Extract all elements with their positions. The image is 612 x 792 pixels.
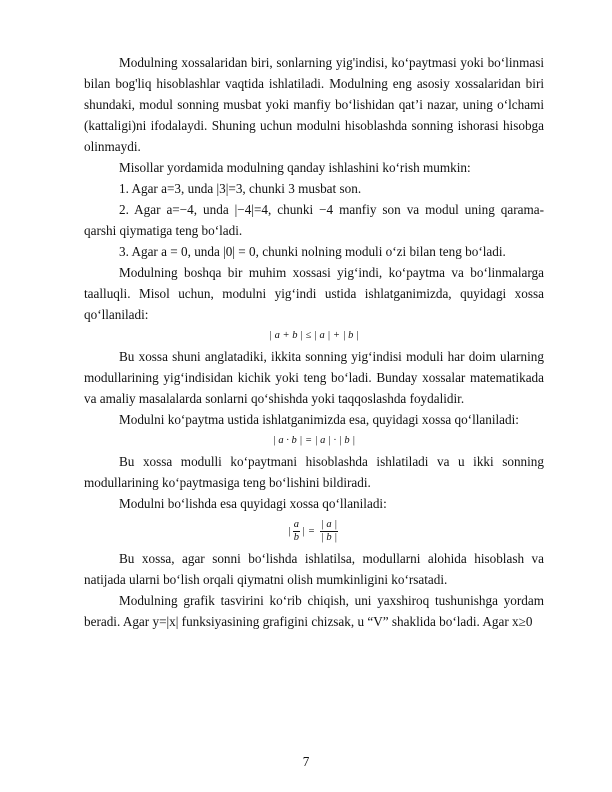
quotient-rhs-numerator: | a | [320,518,338,530]
quotient-rhs-denominator: | b | [320,531,338,543]
paragraph-sum-property-intro: Modulning boshqa bir muhim xossasi yig‘indi, ko‘paytma va bo‘linmalarga taalluqli. Misol uchun, modulni yig‘indi ustida ishlatganimizda, quyidagi xossa qo‘llaniladi: [84,265,544,322]
paragraph-graph-intro: Modulning grafik tasvirini ko‘rib chiqish, uni yaxshiroq tushunishga yordam beradi. Agar y=|x| funksiyasining grafigini chizsak, u “V” shaklida bo‘ladi. Agar x≥0 [84,593,544,629]
formula-triangle-inequality: | a + b | ≤ | a | + | b | [269,330,359,341]
page-number: 7 [302,754,310,769]
document-page [84,52,544,632]
formula-product: | a · b | = | a | · | b | [272,435,356,446]
example-1: 1. Agar a=3, unda |3|=3, chunki 3 musbat son. [119,181,362,196]
paragraph-quotient-intro: Modulni bo‘lishda esa quyidagi xossa qo‘llaniladi: [119,496,387,511]
paragraph-product-explanation: Bu xossa modulli ko‘paytmani hisoblashda ishlatiladi va u ikki sonning modullarining ko‘paytmasiga teng bo‘lishini bildiradi. [84,454,544,490]
quotient-equals: = [307,525,315,537]
paragraph-triangle-explanation: Bu xossa shuni anglatadiki, ikkita sonning yig‘indisi moduli har doim ularning modullarining yig‘indisidan kichik yoki teng bo‘ladi. Bunday xossalar matematikada va amaliy masalalarda sonlarni qo‘shishda yoki taqqoslashda foydalidir. [84,349,544,406]
paragraph-quotient-explanation: Bu xossa, agar sonni bo‘lishda ishlatilsa, modullarni alohida hisoblash va natijada ularni bo‘lish orqali qiymatni olish mumkinligini ko‘rsatadi. [84,551,544,587]
quotient-lhs-fraction [293,519,300,544]
paragraph-examples-intro: Misollar yordamida modulning qanday ishlashini ko‘rish mumkin: [119,160,471,175]
paragraph-product-intro: Modulni ko‘paytma ustida ishlatganimizda esa, quyidagi xossa qo‘llaniladi: [119,412,519,427]
example-3: 3. Agar a = 0, unda |0| = 0, chunki nolning moduli o‘zi bilan teng bo‘ladi. [119,244,506,259]
formula-quotient [84,514,544,548]
quotient-lhs-open: | [287,525,291,537]
quotient-lhs-denominator: b [293,531,299,543]
quotient-lhs-close: | [301,525,305,537]
quotient-rhs-fraction [320,519,338,544]
paragraph-modulus-properties-intro: Modulning xossalaridan biri, sonlarning yig'indisi, ko‘paytmasi yoki bo‘linmasi bilan bog'liq hisoblashlar vaqtida ishlatiladi. Modulning eng asosiy xossalaridan biri shundaki, modul sonning musbat yoki manfiy bo‘lishidan qat’i nazar, uning o‘lchami (kattaligi)ni ifodalaydi. Shuning uchun modulni hisoblashda sonning ishorasi hisobga olinmaydi. [84,55,544,154]
quotient-lhs-numerator: a [293,518,299,530]
example-2: 2. Agar a=−4, unda |−4|=4, chunki −4 manfiy son va modul uning qarama-qarshi qiymatiga teng bo‘ladi. [84,202,544,238]
